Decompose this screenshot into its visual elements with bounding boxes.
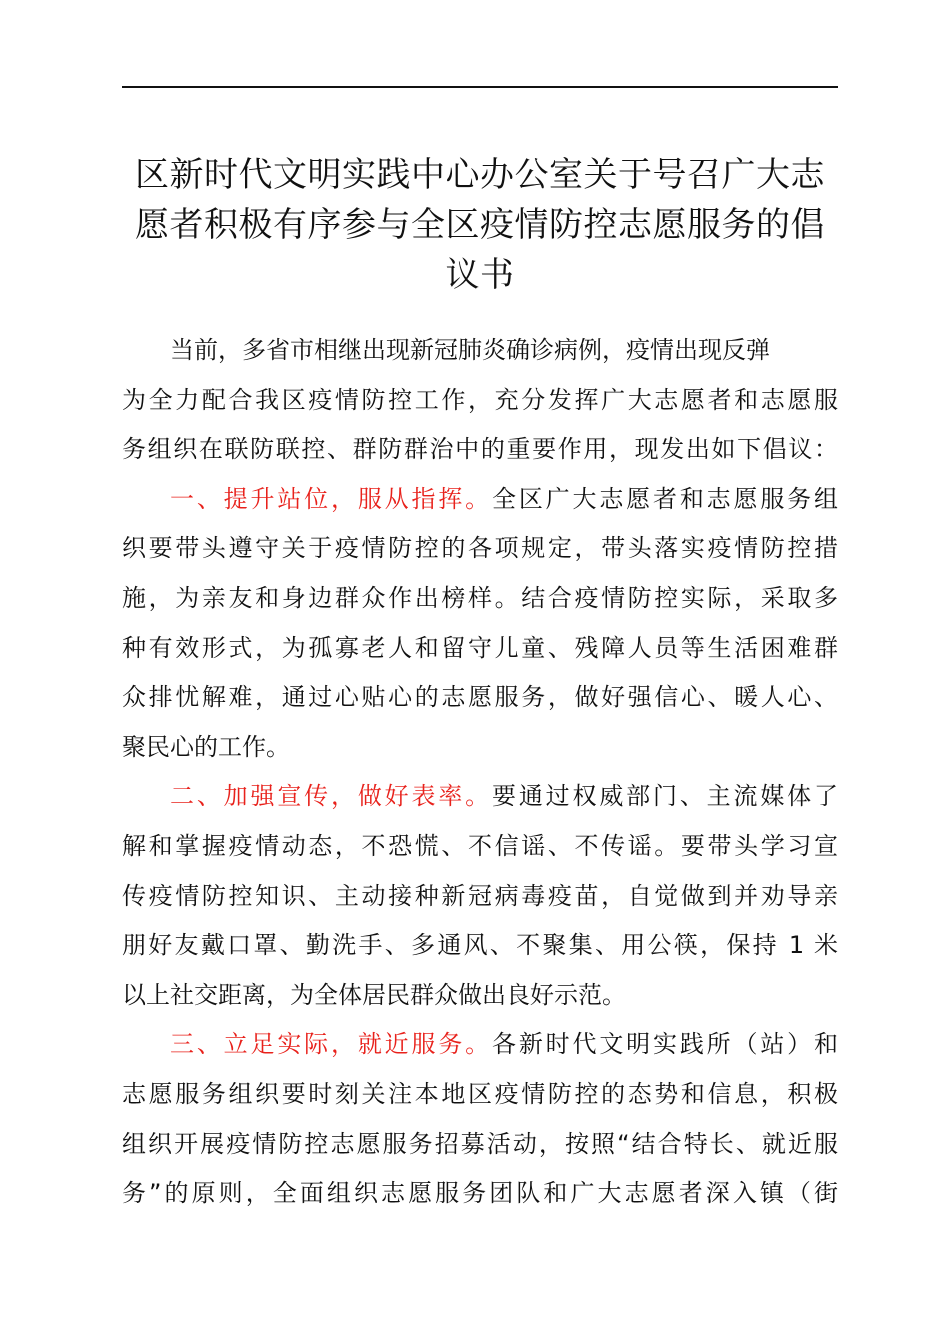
document-title [112, 150, 848, 300]
intro-line: 务组织在联防联控、群防群治中的重要作用，现发出如下倡议： [122, 435, 838, 464]
p1-line: 织要带头遵守关于疫情防控的各项规定，带头落实疫情防控措 [122, 534, 838, 563]
p2-first-line [122, 772, 838, 822]
p2-line: 以上社交距离，为全体居民群众做出良好示范。 [122, 980, 626, 1009]
title-line: 区新时代文明实践中心办公室关于号召广大志 [135, 155, 825, 195]
p1-line: 施，为亲友和身边群众作出榜样。结合疫情防控实际，采取多 [122, 583, 838, 612]
p1-line: 聚民心的工作。 [122, 732, 290, 761]
p3-line: 志愿服务组织要时刻关注本地区疫情防控的态势和信息，积极 [122, 1079, 838, 1108]
p3-heading: 三、立足实际，就近服务。 [170, 1030, 492, 1059]
p3-first-line [122, 1020, 838, 1070]
document-body [122, 326, 838, 1219]
p2-line: 解和掌握疫情动态，不恐慌、不信谣、不传谣。要带头学习宣 [122, 831, 838, 860]
title-line: 议书 [445, 255, 515, 295]
p1-line: 众排忧解难，通过心贴心的志愿服务，做好强信心、暖人心、 [122, 683, 838, 712]
p2-line: 传疫情防控知识、主动接种新冠病毒疫苗，自觉做到并劝导亲 [122, 881, 838, 910]
p2-line: 朋好友戴口罩、勤洗手、多通风、不聚集、用公筷，保持 1 米 [122, 931, 838, 960]
intro-line: 当前，多省市相继出现新冠肺炎确诊病例，疫情出现反弹 [170, 336, 770, 364]
p2-heading: 二、加强宣传，做好表率。 [170, 782, 492, 811]
header-rule [122, 86, 838, 88]
p3-first-rest: 各新时代文明实践所（站）和 [492, 1030, 838, 1059]
p3-line: 务”的原则，全面组织志愿服务团队和广大志愿者深入镇（街 [122, 1179, 838, 1208]
p2-first-rest: 要通过权威部门、主流媒体了 [492, 782, 838, 811]
p1-first-rest: 全区广大志愿者和志愿服务组 [492, 484, 838, 513]
p1-heading: 一、提升站位，服从指挥。 [170, 484, 492, 513]
p3-line: 组织开展疫情防控志愿服务招募活动，按照“结合特长、就近服 [122, 1129, 838, 1158]
intro-line: 为全力配合我区疫情防控工作，充分发挥广大志愿者和志愿服 [122, 385, 838, 414]
p1-first-line [122, 475, 838, 525]
title-line: 愿者积极有序参与全区疫情防控志愿服务的倡 [135, 205, 825, 245]
p1-line: 种有效形式，为孤寡老人和留守儿童、残障人员等生活困难群 [122, 633, 838, 662]
